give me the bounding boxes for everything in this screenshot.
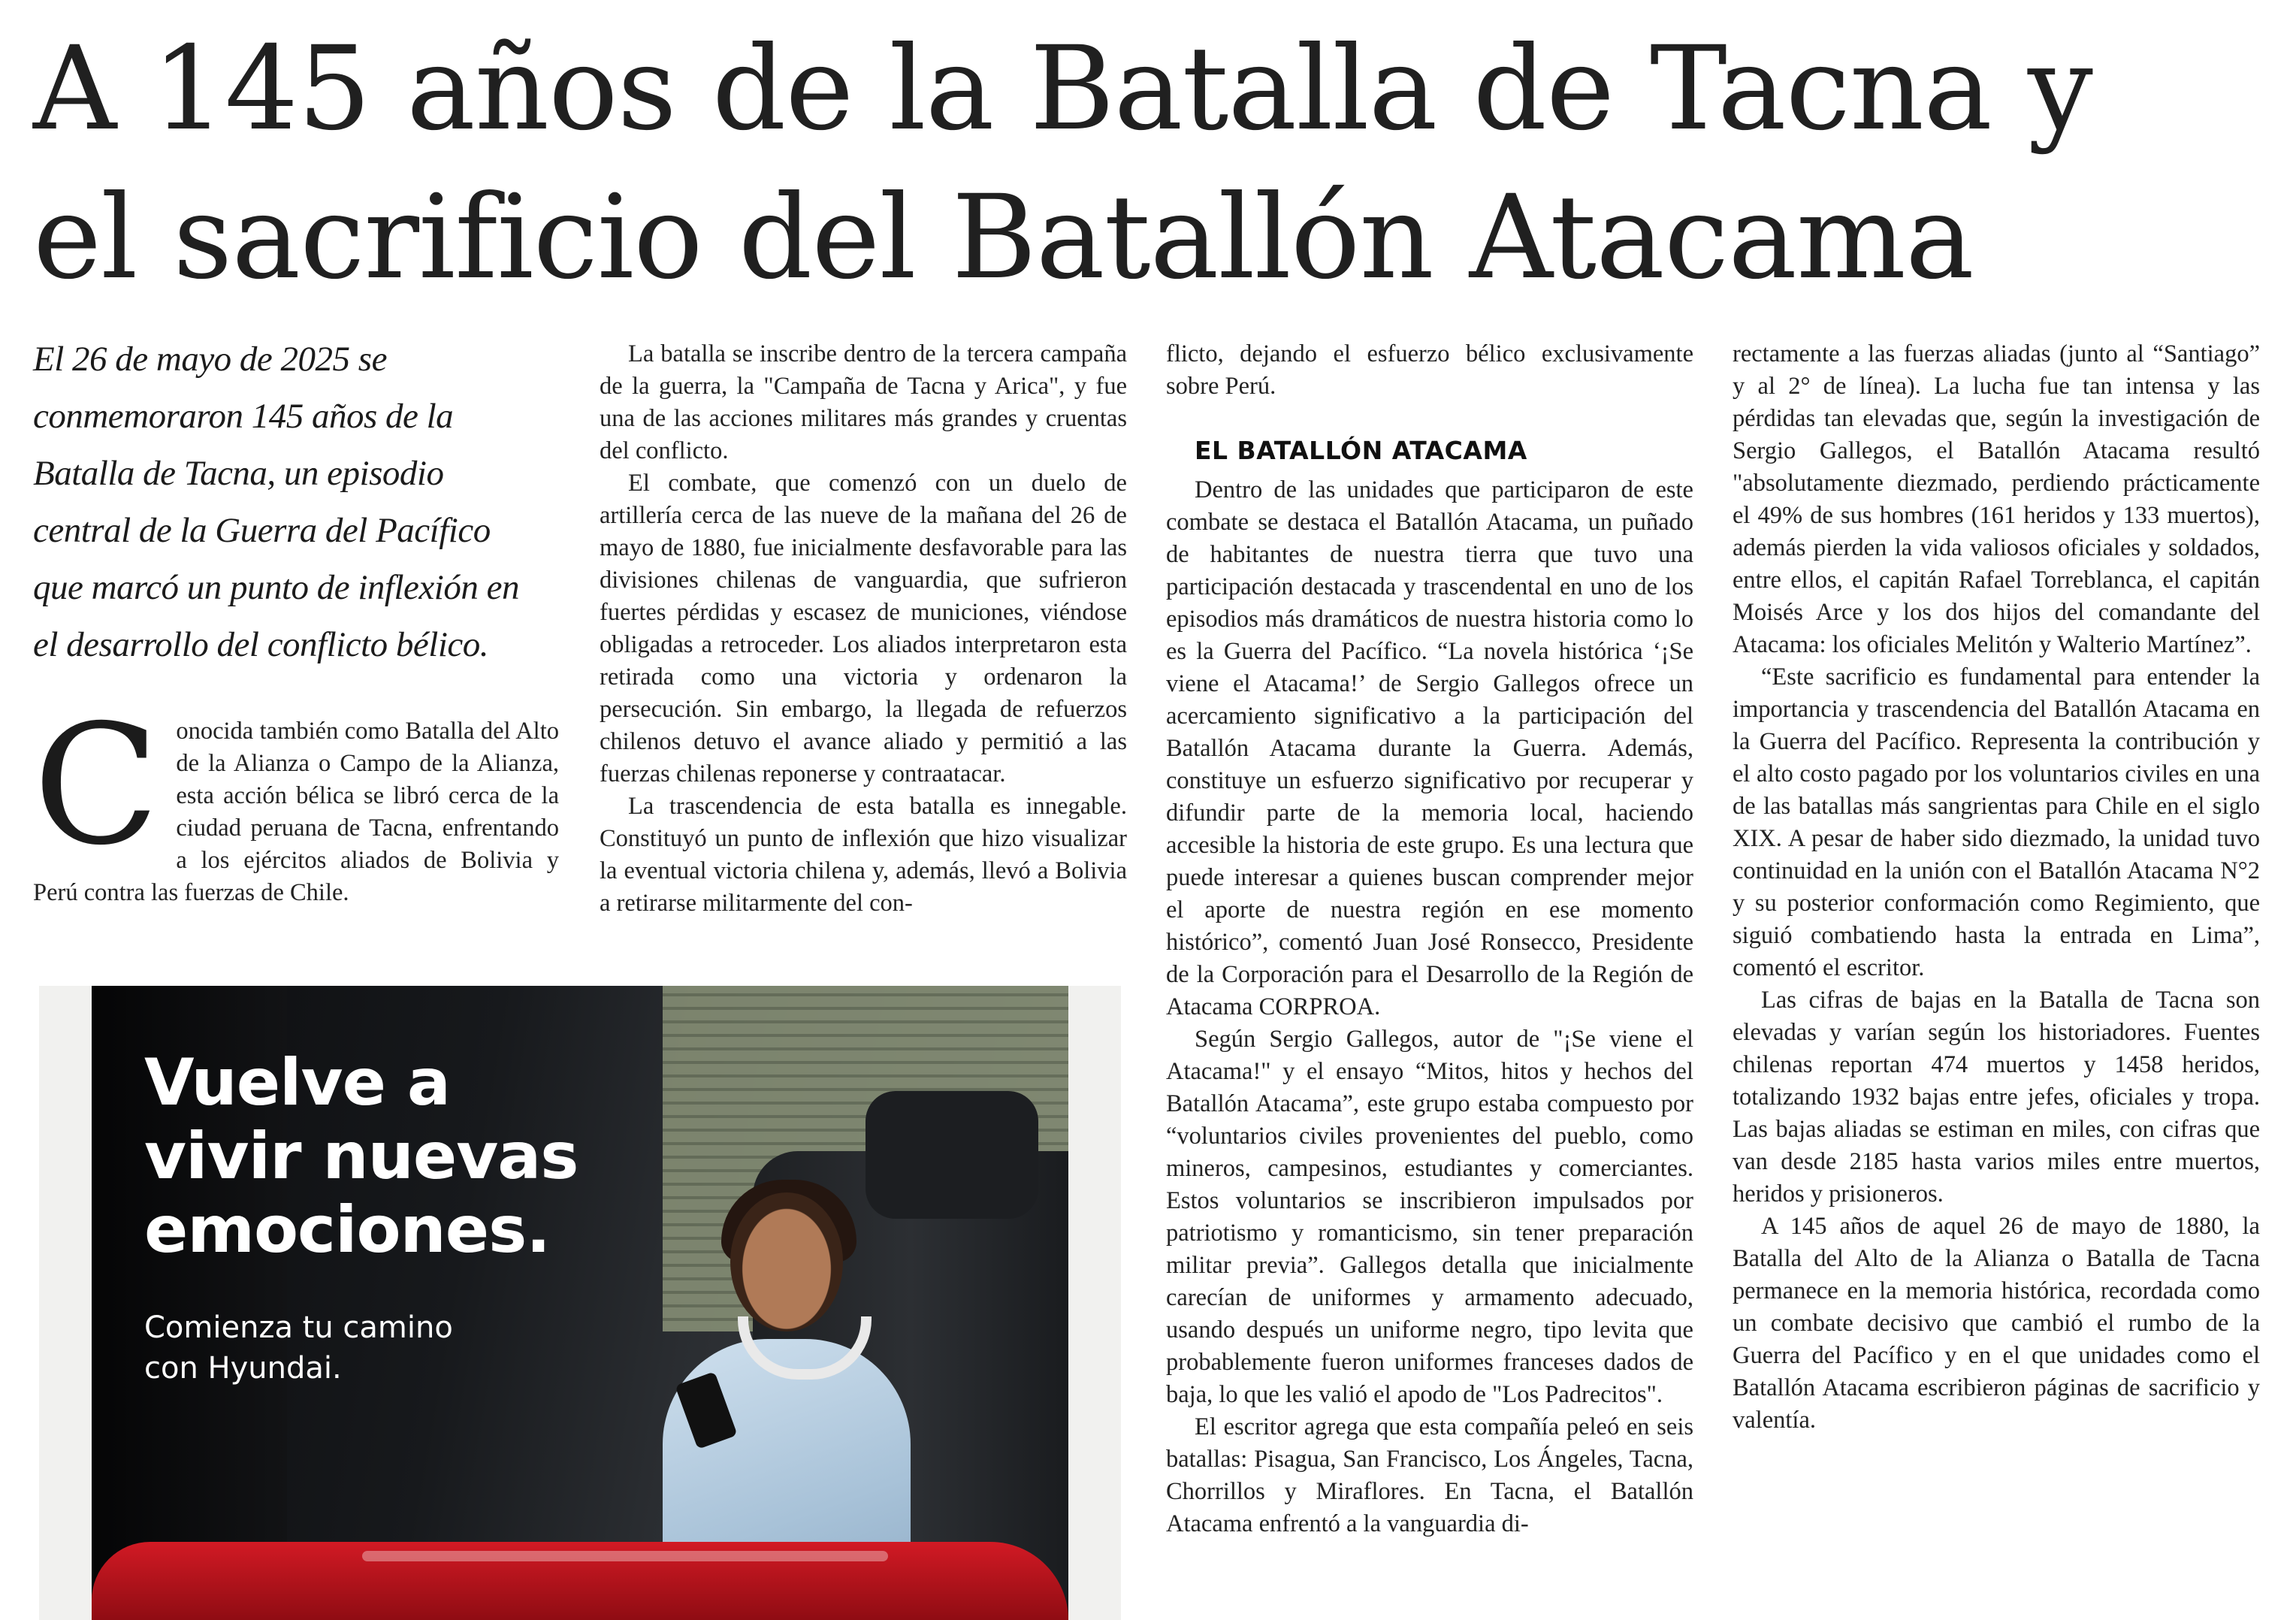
drop-cap: C [33,689,160,881]
paragraph: Dentro de las unidades que participaron de este combate se destaca el Batallón Atacama, un puñado de habitantes de nuestra tierra que tuvo una participación destacada y trascendental en uno de los episodios más dramáticos de nuestra historia como lo es la Guerra del Pacífico. “La novela histórica ‘¡Se viene el Atacama!’ de Sergio Gallegos ofrece un acercamiento significativo a la participación del Batallón Atacama durante la Guerra. Además, constituye un esfuerzo significativo por recuperar y difundir parte de la memoria local, haciendo accesible la historia de este grupo. Es una lectura que puede interesar a quienes buscan comprender mejor el aporte de nuestra región en ese momento histórico”, comentó Juan José Ronsecco, Presidente de la Corporación para el Desarrollo de la Región de Atacama CORPROA. [1166,476,1693,1020]
section-subhead: EL BATALLÓN ATACAMA [1195,436,1527,465]
passenger-head-shape [730,1192,843,1331]
paragraph: Según Sergio Gallegos, autor de "¡Se viene el Atacama!" y el ensayo “Mitos, hitos y hechos del Batallón Atacama”, este grupo estaba compuesto por “voluntarios civiles provenientes del pueblo, como mineros, campesinos, estudiantes y comerciantes. Estos voluntarios se inscribieron impulsados por patriotismo y romanticismo, sin tener preparación militar previa”. Gallegos detalla que inicialmente carecían de uniformes y armamento adecuado, usando después un uniforme negro, tipo levita que probablemente fueron uniformes franceses dados de baja, lo que les valió el apodo de "Los Padrecitos". [1166,1026,1693,1408]
ad-title-line: emociones. [144,1192,550,1268]
lede-line: Batalla de Tacna, un episodio [33,454,444,493]
advertisement-block [39,986,1121,1620]
headline-line-2: el sacrificio del Batallón Atacama [33,171,1974,305]
column-2 [600,338,1127,920]
paragraph: Las cifras de bajas en la Batalla de Tacna son elevadas y varían según los historiadores. Fuentes chilenas reportan 474 muertos y 1458 heridos, totalizando 1932 bajas entre jefes, oficiales y tropa. Las bajas aliadas se estiman en miles, con cifras que van desde 2185 hasta varios miles entre muertos, heridos y prisioneros. [1733,987,2260,1207]
ad-subtitle-line: con Hyundai. [144,1351,342,1386]
column-4 [1733,338,2260,1437]
lede-line: que marcó un punto de inflexión en [33,568,519,607]
headrest-shape [866,1091,1038,1219]
paragraph: rectamente a las fuerzas aliadas (junto al “Santiago” y al 2° de línea). La lucha fue tan intensa y las pérdidas tan elevadas que, según la investigación de Sergio Gallegos, el Batallón Atacama resultó "absolutamente diezmado, perdiendo prácticamente el 49% de sus hombres (161 heridos y 133 muertos), además pierden la vida valiosos oficiales y soldados, entre ellos, el capitán Rafael Torreblanca, el capitán Moisés Arce y los dos hijos del comandante del Atacama: los oficiales Melitón y Walterio Martínez”. [1733,340,2260,658]
ad-subtitle-line: Comienza tu camino [144,1310,453,1345]
lede-line: conmemoraron 145 años de la [33,397,454,436]
column-3 [1166,338,1693,1540]
advertisement-image [92,986,1068,1620]
paragraph: A 145 años de aquel 26 de mayo de 1880, la Batalla del Alto de la Alianza o Batalla de Tacna permanece en la memoria histórica, recordada como un combate decisivo que cambió el rumbo de la Guerra del Pacífico y en el que unidades como el Batallón Atacama escribieron páginas de sacrificio y valentía. [1733,1213,2260,1434]
lede-line: El 26 de mayo de 2025 se [33,340,387,379]
ad-subtitle [144,1307,670,1389]
headline-line-1: A 145 años de la Batalla de Tacna y [33,22,2092,156]
paragraph: El combate, que comenzó con un duelo de artillería cerca de las nueve de la mañana del 26 de mayo de 1880, fue inicialmente desfavorable para las divisiones chilenas de vanguardia, que sufrieron fuertes pérdidas y escasez de municiones, viéndose obligadas a retroceder. Los aliados interpretaron esta retirada como una victoria y ordenaron la persecución. Sin embargo, la llegada de refuerzos chilenos detuvo el avance aliado y permitió a las fuerzas chilenas reponerse y contraatacar. [600,470,1127,787]
ad-title-line: Vuelve a [144,1045,450,1120]
article-lede [33,331,574,673]
lede-line: central de la Guerra del Pacífico [33,511,491,550]
paragraph: La batalla se inscribe dentro de la tercera campaña de la guerra, la "Campaña de Tacna y Arica", y fue una de las acciones militares más grandes y cruentas del conflicto. [600,340,1127,464]
paragraph: El escritor agrega que esta compañía peleó en seis batallas: Pisagua, San Francisco, Los Ángeles, Tacna, Chorrillos y Miraflores. En Tacna, el Batallón Atacama enfrentó a la vanguardia di- [1166,1413,1693,1537]
ad-title-line: vivir nuevas [144,1119,579,1194]
paragraph: “Este sacrificio es fundamental para entender la importancia y trascendencia del Batallón Atacama en la Guerra del Pacífico. Representa la contribución y el alto costo pagado por los voluntarios civiles en una de las batallas más sangrientas para Chile en el siglo XIX. A pesar de haber sido diezmado, la unidad tuvo continuidad en la unión con el Batallón Atacama N°2 y su posterior conformación como Regimiento, que siguió combatiendo hasta la entrada en Lima”, comentó el escritor. [1733,663,2260,981]
paragraph: flicto, dejando el esfuerzo bélico exclusivamente sobre Perú. [1166,340,1693,400]
article-headline [33,15,2272,313]
column-1 [33,689,559,909]
paragraph: onocida también como Batalla del Alto de la Alianza o Campo de la Alianza, esta acción bélica se libró cerca de la ciudad peruana de Tacna, enfrentando a los ejércitos aliados de Bolivia y Perú contra las fuerzas de Chile. [33,718,559,906]
paragraph: La trascendencia de esta batalla es innegable. Constituyó un punto de inflexión que hizo visualizar la eventual victoria chilena y, además, llevó a Bolivia a retirarse militarmente del con- [600,793,1127,917]
ad-title [144,1046,685,1267]
lede-line: el desarrollo del conflicto bélico. [33,625,488,664]
car-shine-shape [362,1551,888,1561]
